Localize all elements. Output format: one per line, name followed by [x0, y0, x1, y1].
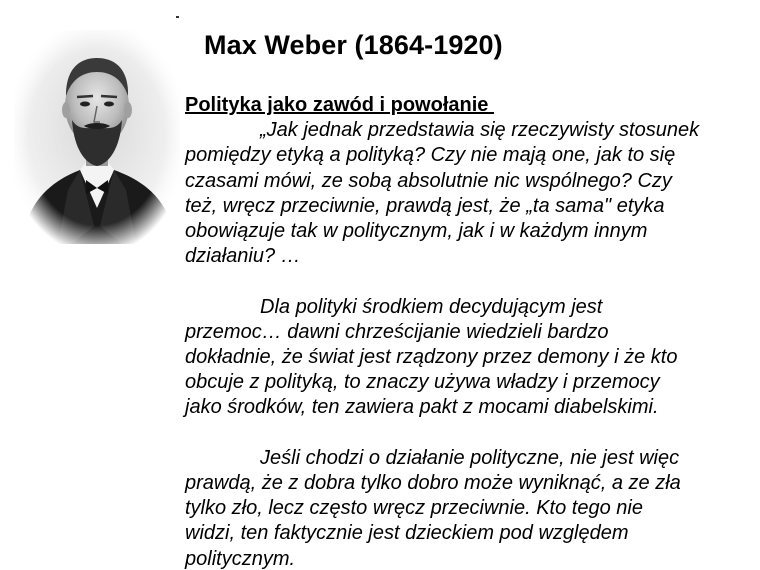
paragraph-line: Dla polityki środkiem decydującym jest	[260, 295, 603, 318]
portrait-photo-icon	[14, 30, 180, 244]
slide-subtitle: Polityka jako zawód i powołanie	[185, 94, 494, 116]
quote-paragraph-2	[185, 295, 745, 421]
slide-mark	[176, 16, 179, 18]
paragraph-line: czasami mówi, ze sobą absolutnie nic wspólnego? Czy	[185, 169, 672, 192]
quote-paragraph-3	[185, 446, 745, 570]
paragraph-line: działaniu? …	[185, 245, 301, 268]
paragraph-line: widzi, ten faktycznie jest dzieckiem pod względem	[185, 522, 629, 545]
paragraph-line: Jeśli chodzi o działanie polityczne, nie jest więc	[260, 446, 680, 469]
paragraph-line: pomiędzy etyką a polityką? Czy nie mają one, jak to się	[185, 144, 676, 167]
paragraph-line: obowiązuje tak w politycznym, jak i w każdym innym	[185, 220, 648, 243]
slide-title: Max Weber (1864-1920)	[204, 30, 503, 60]
paragraph-line: obcuje z polityką, to znaczy używa władzy i przemocy	[185, 371, 660, 394]
paragraph-line: politycznym.	[185, 547, 296, 570]
paragraph-line: jako środków, ten zawiera pakt z mocami diabelskimi.	[185, 396, 659, 419]
paragraph-line: tylko zło, lecz często wręcz przeciwnie. Kto tego nie	[185, 497, 643, 520]
paragraph-line: „Jak jednak przedstawia się rzeczywisty stosunek	[260, 119, 700, 142]
slide-content	[185, 93, 745, 570]
paragraph-line: dokładnie, że świat jest rządzony przez demony i że kto	[185, 346, 678, 369]
paragraph-line: też, wręcz przeciwnie, prawdą jest, że „ta sama" etyka	[185, 194, 665, 217]
quote-paragraph-1	[185, 118, 745, 269]
paragraph-line: przemoc… dawni chrześcijanie wiedzieli bardzo	[185, 320, 609, 343]
paragraph-line: prawdą, że z dobra tylko dobro może wyniknąć, a ze zła	[185, 472, 681, 495]
